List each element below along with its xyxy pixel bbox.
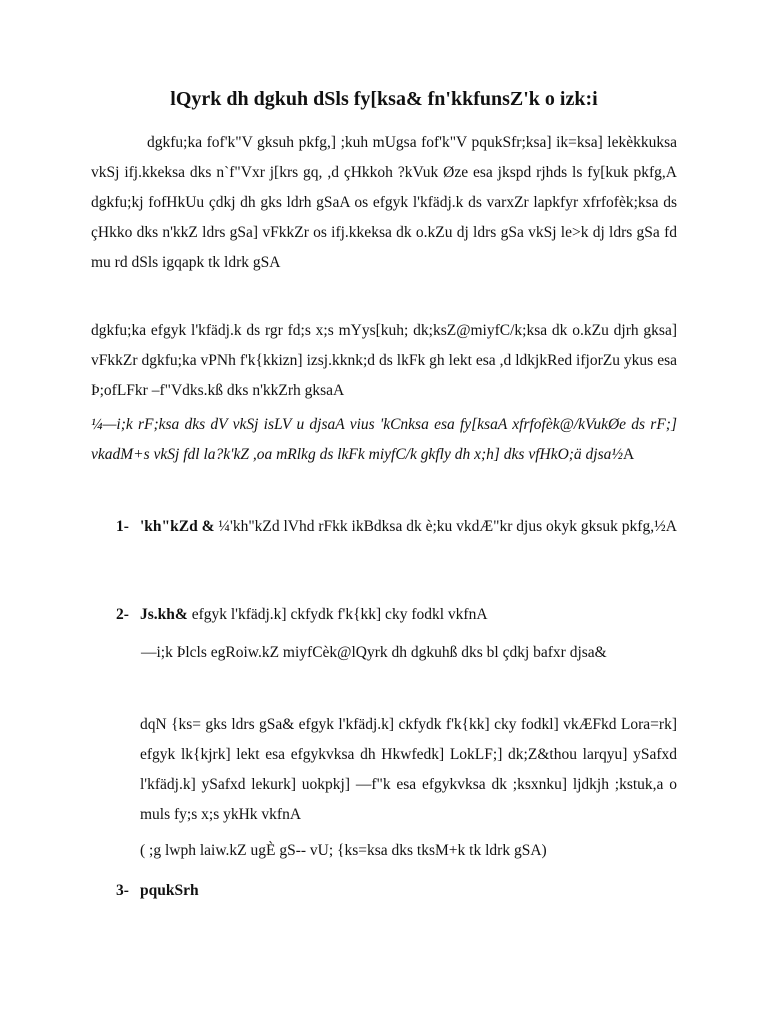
item-heading: Js.kh& (140, 606, 192, 623)
item-number: 2- (116, 606, 129, 623)
item-text: efgyk l'kfädj.k] ckfydk f'k{kk] cky fodkl vkfnA (191, 606, 488, 623)
section-item-challenge (116, 876, 678, 906)
instruction-note (91, 410, 677, 470)
item-heading: 'kh"kZd & (140, 518, 219, 535)
item-text: ¼'kh"kZd lVhd rFkk ikBdksa dk è;ku vkdÆ"kr djus okyk gksuk pkfg,½A (218, 518, 677, 535)
section-item-title (116, 512, 678, 542)
item-body (140, 600, 678, 630)
instruction-note-text: ¼—i;k rF;ksa dks dV vkSj isLV u djsaA vius 'kCnksa esa fy[ksaA xfrfofèk@/kVukØe ds rF;] vkadM+s vkSj fdl la?k'kZ ,oa mRlkg ds lkFk miyfC/k gkfly dh x;h] dks vfHkO;ä djsa½ (91, 416, 677, 463)
item-body (140, 876, 678, 906)
category-areas-list: dqN {ks= gks ldrs gSa& efgyk l'kfädj.k] ckfydk f'k{kk] cky fodkl] vkÆFkd Lora=rk] efgyk lk{kjrk] lekt esa efgykvksa dh Hkwfedk] LokLF;] dk;Z&thou larqyu] ySafxd l'kfädj.k] ySafxd lekurk] uokpkj] —f"k esa efgykvksa dk ;ksxnku] ljdkjh ;kstuk,a o muls fy;s x;s ykHk vkfnA (140, 716, 677, 823)
item-heading: pqukSrh (140, 882, 199, 899)
item-number: 1- (116, 518, 129, 535)
description-paragraph: dgkfu;ka efgyk l'kfädj.k ds rgr fd;s x;s mYys[kuh; dk;ksZ@miyfC/k;ksa dk o.kZu djrh gksa] vFkkZr dgkfu;ka vPNh f'k{kkizn] izsj.kknk;d ds lkFk gh lekt esa ,d ldkjkRed ifjorZu ykus esa Þ;ofLFkr –f"Vdks.kß dks n'kkZrh gksaA (91, 322, 677, 399)
category-note: ( ;g lwph laiw.kZ ugÈ gS-- vU; {ks=ksa dks tksM+k tk ldrk gSA) (140, 842, 547, 859)
item-body (140, 512, 678, 542)
document-title: lQyrk dh dgkuh dSls fy[ksa& fn'kkfunsZ'k o izk:i (170, 88, 598, 110)
instruction-note-tail: A (623, 446, 635, 463)
section-item-category (116, 600, 678, 630)
intro-paragraph: dgkfu;ka fof'k"V gksuh pkfg,] ;kuh mUgsa fof'k"V pqukSfr;ksa] ik=ksa] lekèkkuksa vkSj ifj.kkeksa dks n`f"Vxr j[krs gq, ,d çHkkoh ?kVuk Øze esa jkspd rjhds ls fy[kuk pkfg,A dgkfu;kj fofHkUu çdkj dh gks ldrh gSaA os efgyk l'kfädj.k ds varxZr lapkfyr xfrfofèk;ksa ds çHkko dks n'kkZ ldrs gSa] vFkkZr os ifj.kkeksa dk o.kZu dj ldrs gSa vkSj le>k dj ldrs gSa fd mu rd dSls igqapk tk ldrk gSA (91, 134, 677, 271)
category-instruction: —i;k Þlcls egRoiw.kZ miyfCèk@lQyrk dh dgkuhß dks bl çdkj bafxr djsa& (141, 644, 607, 661)
item-number: 3- (116, 882, 129, 899)
